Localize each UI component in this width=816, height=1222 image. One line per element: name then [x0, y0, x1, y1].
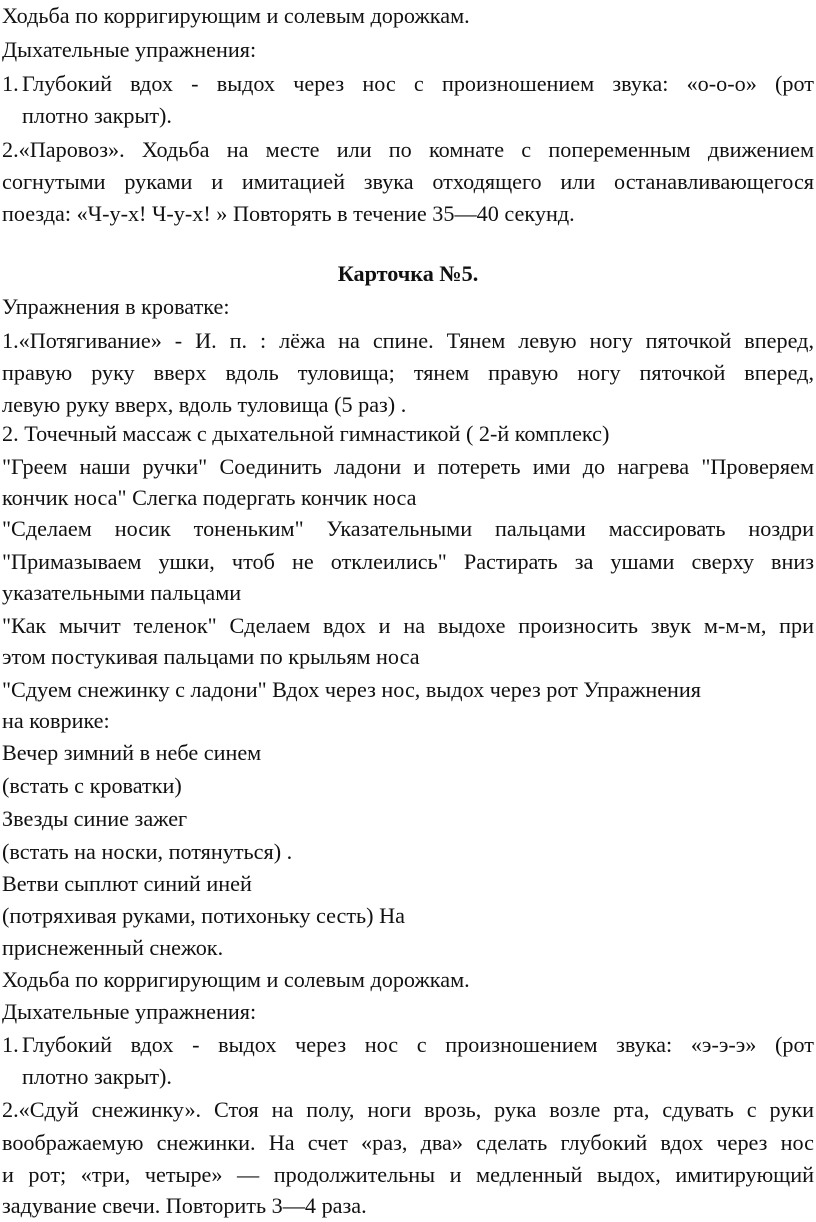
bed-heading: Упражнения в кроватке:	[2, 294, 230, 319]
list-number: 1.	[2, 1032, 19, 1057]
breathing-heading: Дыхательные упражнения:	[2, 37, 257, 62]
breathing-item-1-text: Глубокий вдох - выдох через нос с произношением звука: «о-о-о» (рот	[22, 71, 814, 96]
poem-line-7: приснеженный снежок.	[2, 935, 224, 960]
breathing-heading-2: Дыхательные упражнения:	[2, 999, 257, 1024]
walking-line-2: Ходьба по корригирующим и солевым дорожкам.	[2, 967, 470, 992]
massage-line-5: указательными пальцами	[2, 580, 242, 605]
breathing-item-2b-line4: задувание свечи. Повторить 3—4 раза.	[2, 1193, 367, 1218]
exercise-2: 2. Точечный массаж с дыхательной гимнастикой ( 2-й комплекс)	[2, 421, 610, 446]
exercise-1-line3: левую руку вверх, вдоль туловища (5 раз) .	[2, 392, 407, 417]
breathing-item-1-cont: плотно закрыт).	[22, 103, 172, 128]
walking-line: Ходьба по корригирующим и солевым дорожкам.	[2, 3, 470, 28]
breathing-item-1	[2, 68, 814, 100]
breathing-item-2b-line2: воображаемую снежинки. На счет «раз, два» сделать глубокий вдох через нос	[2, 1130, 814, 1155]
breathing-item-2-line1: 2.«Паровоз». Ходьба на месте или по комнате с попеременным движением	[2, 137, 814, 162]
poem-line-2: (встать с кроватки)	[2, 773, 182, 798]
exercise-1-line1: 1.«Потягивание» - И. п. : лёжа на спине. Тянем левую ногу пяточкой вперед,	[2, 328, 814, 353]
massage-line-4: "Примазываем ушки, чтоб не отклеились" Растирать за ушами сверху вниз	[2, 549, 814, 574]
massage-line-8: "Сдуем снежинку с ладони" Вдох через нос, выдох через рот Упражнения	[2, 677, 701, 702]
breathing-item-2b-line3: и рот; «три, четыре» — продолжительны и медленный выдох, имитирующий	[2, 1162, 814, 1187]
card-title: Карточка №5.	[337, 261, 479, 286]
poem-line-4: (встать на носки, потянуться) .	[2, 839, 293, 864]
poem-line-6: (потряхивая руками, потихоньку сесть) На	[2, 903, 405, 928]
breathing-item-1b	[2, 1029, 814, 1061]
list-number: 1.	[2, 71, 19, 96]
breathing-item-2b-line1: 2.«Сдуй снежинку». Стоя на полу, ноги врозь, рука возле рта, сдувать с руки	[2, 1097, 814, 1122]
massage-line-3: "Сделаем носик тоненьким" Указательными пальцами массировать ноздри	[2, 516, 814, 541]
breathing-item-1b-text: Глубокий вдох - выдох через нос с произношением звука: «э-э-э» (рот	[22, 1032, 814, 1057]
breathing-item-1b-cont: плотно закрыт).	[22, 1064, 172, 1089]
rug-line: на коврике:	[2, 708, 110, 733]
exercise-1-line2: правую руку вверх вдоль туловища; тянем правую ногу пяточкой вперед,	[2, 360, 814, 385]
massage-line-6: "Как мычит теленок" Сделаем вдох и на выдохе произносить звук м-м-м, при	[2, 613, 814, 638]
poem-line-1: Вечер зимний в небе синем	[2, 740, 262, 765]
breathing-item-2-line3: поезда: «Ч-у-х! Ч-у-х! » Повторять в течение 35—40 секунд.	[2, 201, 575, 226]
massage-line-7: этом постукивая пальцами по крыльям носа	[2, 644, 420, 669]
poem-line-3: Звезды синие зажег	[2, 806, 188, 831]
massage-line-2: кончик носа" Слегка подергать кончик носа	[2, 485, 417, 510]
breathing-item-2-line2: согнутыми руками и имитацией звука отходящего или останавливающегося	[2, 169, 814, 194]
poem-line-5: Ветви сыплют синий иней	[2, 871, 252, 896]
massage-line-1: "Греем наши ручки" Соединить ладони и потереть ими до нагрева "Проверяем	[2, 454, 814, 479]
